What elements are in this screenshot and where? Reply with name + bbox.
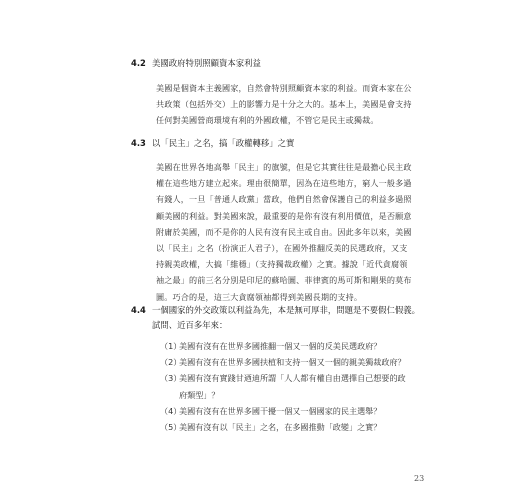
- section-heading-4-4: [131, 304, 420, 316]
- list-item-text: 府類型」？: [179, 389, 220, 400]
- list-item: [160, 403, 400, 419]
- section-title-line-2: 試問、近百多年來：: [152, 320, 228, 330]
- section-number: 4.2: [131, 58, 146, 68]
- paragraph-line: 圖。巧合的是，這三大貪腐領袖都得到美國長期的支持。: [156, 291, 363, 302]
- paragraph-line: 顧美國的利益。對美國來說，最重要的是你有沒有利用價值，是否願意: [156, 210, 412, 221]
- section-title: 一個國家的外交政策以利益為先，本是無可厚非，問題是不要假仁假義。: [152, 305, 420, 315]
- section-number: 4.4: [131, 305, 146, 315]
- paragraph-line: 共政策（包括外交）上的影響力是十分之大的。基本上，美國是會支持: [156, 99, 412, 110]
- list-item: [160, 338, 400, 354]
- section-heading-4-3: [131, 137, 294, 149]
- section-paragraph-4-3: [156, 159, 412, 305]
- section-title: 美國政府特別照顧資本家利益: [152, 58, 261, 68]
- list-item-text: 美國有沒有實踐甘迺迪所謂「人人都有權自由選擇自己想要的政: [179, 373, 406, 384]
- list-item: [160, 419, 400, 435]
- list-item: [160, 370, 406, 402]
- list-marker: （4）: [160, 405, 182, 416]
- list-item-text: 美國有沒有在世界多國干擾一個又一個國家的民主選舉？: [179, 405, 382, 416]
- list-item-text: 美國有沒有在世界多國推翻一個又一個的反美民選政府？: [179, 341, 382, 351]
- list-marker: （3）: [160, 373, 182, 384]
- list-marker: （1）: [160, 341, 182, 351]
- section-number: 4.3: [131, 138, 146, 148]
- list-marker: （2）: [160, 357, 182, 368]
- paragraph-line: 以「民主」之名（扮演正人君子），在國外推翻反美的民選政府，又支: [156, 243, 408, 254]
- section-paragraph-4-2: [156, 80, 412, 129]
- paragraph-line: 持親美政權，大搞「維穩」（支持獨裁政權）之實。據說「近代貪腐領: [156, 259, 408, 270]
- paragraph-line: 權在這些地方建立起來。理由很簡單，因為在這些地方，窮人一般多過: [156, 178, 412, 189]
- section-heading-4-2: [131, 57, 261, 69]
- section-heading-continuation: [152, 319, 227, 331]
- paragraph-line: 美國在世界各地高舉「民主」的旗號，但是它其實往往是最擔心民主政: [156, 162, 412, 172]
- list-marker: （5）: [160, 422, 182, 433]
- paragraph-line: 袖之最」的前三名分別是印尼的蘇哈圖、菲律賓的馬可斯和剛果的莫布: [156, 275, 412, 286]
- page-number: 23: [414, 474, 425, 483]
- paragraph-line: 任何對美國營商環境有利的外國政權，不管它是民主或獨裁。: [156, 115, 379, 126]
- paragraph-line: 美國是個資本主義國家，自然會特別照顧資本家的利益。而資本家在公: [156, 83, 412, 93]
- list-item-text: 美國有沒有以「民主」之名，在多國推動「政變」之實？: [179, 422, 382, 433]
- question-list: [160, 338, 406, 435]
- list-item: [160, 354, 406, 370]
- list-item-text: 美國有沒有在世界多國扶植和支持一個又一個的親美獨裁政府？: [179, 357, 406, 368]
- section-title: 以「民主」之名，搞「政權轉移」之實: [152, 138, 295, 148]
- paragraph-line: 附庸於美國，而不是你的人民有沒有民主或自由。因此多年以來，美國: [156, 226, 412, 237]
- paragraph-line: 有錢人，一旦「普通人政黨」當政，他們自然會保護自己的利益多過照: [156, 194, 412, 205]
